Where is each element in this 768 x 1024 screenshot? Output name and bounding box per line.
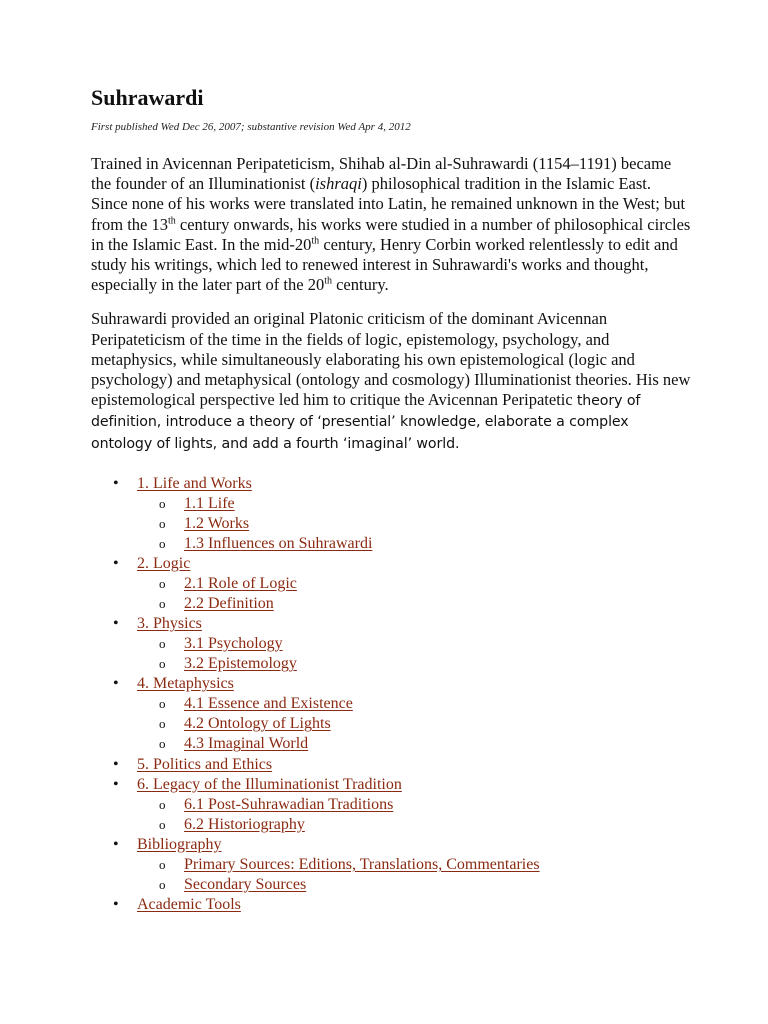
toc-sublink[interactable]: 3.2 Epistemology bbox=[184, 655, 297, 673]
toc-sublink[interactable]: 4.3 Imaginal World bbox=[184, 735, 309, 753]
publication-info: First published Wed Dec 26, 2007; substantive revision Wed Apr 4, 2012 bbox=[91, 121, 411, 133]
toc-sublink[interactable]: 2.1 Role of Logic bbox=[184, 575, 297, 593]
toc-subitem bbox=[137, 875, 691, 895]
article bbox=[91, 84, 691, 915]
para1-text-2: ) philosophical tradition in the Islamic East. Since none of his works were translated into Latin, he remained unknown in the West; but from the 13 bbox=[91, 174, 686, 234]
toc-subitem bbox=[137, 514, 691, 534]
toc-link[interactable]: 5. Politics and Ethics bbox=[137, 755, 273, 773]
toc-item bbox=[91, 775, 691, 835]
toc-link[interactable]: 2. Logic bbox=[137, 555, 191, 573]
para1-superscript-3: th bbox=[324, 275, 332, 287]
toc-subitem bbox=[137, 634, 691, 654]
toc-subitem bbox=[137, 694, 691, 714]
intro-paragraph-1 bbox=[91, 154, 691, 295]
toc-sublink[interactable]: 4.1 Essence and Existence bbox=[184, 695, 353, 713]
toc-subitem bbox=[137, 534, 691, 554]
toc-item bbox=[91, 474, 691, 554]
para1-text-1: Trained in Avicennan Peripateticism, Shihab al-Din al-Suhrawardi (1154–1191) became the founder of an Illuminationist ( bbox=[91, 154, 672, 194]
para1-text-5: century. bbox=[331, 275, 389, 295]
para2-serif-text: Suhrawardi provided an original Platonic criticism of the dominant Avicennan Peripateticism of the time in the fields of logic, epistemology, psychology, and metaphysics, while simultaneously elaborating his own epistemological (logic and psychology) and metaphysical (ontology and cosmology) Illuminationist theories. His new epistemological perspective led him to critique the Avicennan Peripatetic bbox=[91, 309, 691, 410]
toc-item bbox=[91, 554, 691, 614]
toc-subitem bbox=[137, 714, 691, 734]
toc-sublink[interactable]: Primary Sources: Editions, Translations, Commentaries bbox=[184, 855, 540, 873]
toc-link[interactable]: 6. Legacy of the Illuminationist Tradition bbox=[137, 775, 402, 793]
toc-sublink[interactable]: 1.1 Life bbox=[184, 494, 235, 512]
para1-superscript-1: th bbox=[167, 215, 176, 227]
toc-item bbox=[91, 614, 691, 674]
para1-text-3: century onwards, his works were studied in a number of philosophical circles in the Islamic East. In the mid-20 bbox=[91, 214, 691, 254]
toc-sublink[interactable]: 4.2 Ontology of Lights bbox=[184, 715, 331, 733]
toc-link[interactable]: 3. Physics bbox=[137, 615, 202, 633]
toc-subitem bbox=[137, 734, 691, 754]
toc-item bbox=[91, 755, 691, 775]
toc-sublist bbox=[137, 574, 691, 614]
toc-sublist bbox=[137, 795, 691, 835]
toc-subitem bbox=[137, 795, 691, 815]
toc-link[interactable]: Academic Tools bbox=[137, 895, 241, 913]
toc-sublink[interactable]: 1.3 Influences on Suhrawardi bbox=[184, 534, 373, 552]
intro-paragraph-2 bbox=[91, 309, 691, 453]
toc-item bbox=[91, 674, 691, 754]
toc-subitem bbox=[137, 855, 691, 875]
toc-sublist bbox=[137, 494, 691, 554]
para2-sans-text: theory of definition, introduce a theory of ‘presential’ knowledge, elaborate a complex ontology of lights, and add a fourth ‘imaginal’ world. bbox=[91, 393, 641, 452]
toc-item bbox=[91, 835, 691, 895]
para1-italic-term: ishraqi bbox=[315, 174, 362, 194]
toc-sublist bbox=[137, 855, 691, 895]
toc-subitem bbox=[137, 815, 691, 835]
toc-sublink[interactable]: 1.2 Works bbox=[184, 514, 250, 532]
toc-subitem bbox=[137, 594, 691, 614]
toc-subitem bbox=[137, 494, 691, 514]
table-of-contents bbox=[91, 474, 691, 915]
toc-sublink[interactable]: 6.1 Post-Suhrawadian Traditions bbox=[184, 795, 394, 813]
toc-subitem bbox=[137, 654, 691, 674]
toc-link[interactable]: 1. Life and Works bbox=[137, 474, 252, 492]
toc-sublist bbox=[137, 634, 691, 674]
page-title: Suhrawardi bbox=[91, 85, 204, 110]
toc-sublink[interactable]: 2.2 Definition bbox=[184, 595, 274, 613]
toc-subitem bbox=[137, 574, 691, 594]
toc-sublist bbox=[137, 694, 691, 754]
toc-sublink[interactable]: 3.1 Psychology bbox=[184, 635, 283, 653]
toc-link[interactable]: 4. Metaphysics bbox=[137, 675, 234, 693]
toc-sublink[interactable]: Secondary Sources bbox=[184, 875, 307, 893]
para1-superscript-2: th bbox=[311, 235, 320, 247]
toc-link[interactable]: Bibliography bbox=[137, 835, 222, 853]
toc-sublink[interactable]: 6.2 Historiography bbox=[184, 815, 305, 833]
para1-text-4: century, Henry Corbin worked relentlessly to edit and study his writings, which led to renewed interest in Suhrawardi's works and thought, especially in the later part of the 20 bbox=[91, 234, 678, 295]
toc-item bbox=[91, 895, 691, 915]
